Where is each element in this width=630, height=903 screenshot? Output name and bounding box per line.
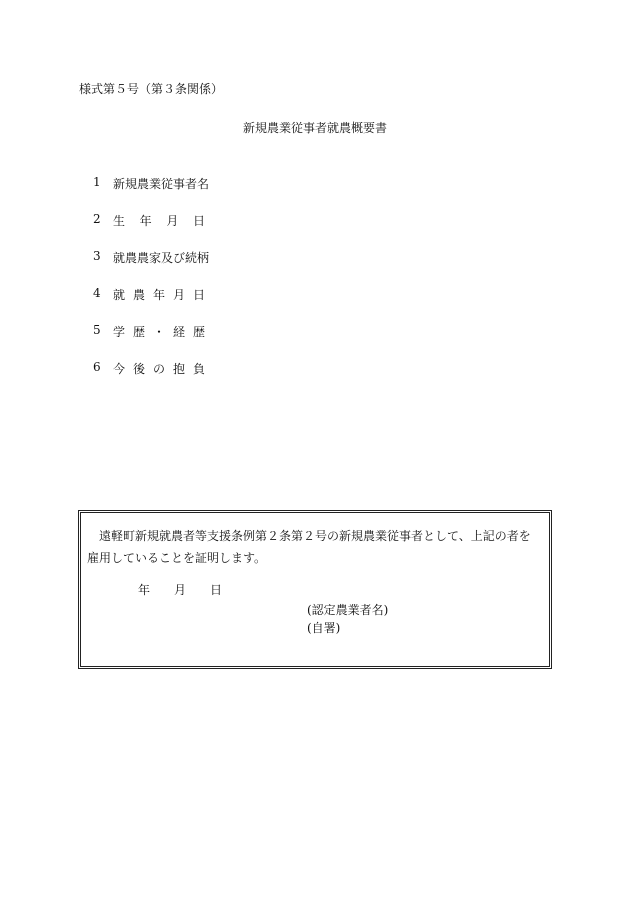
item-label: 新規農業従事者名 <box>113 177 210 191</box>
label-char: 就 <box>113 288 126 302</box>
label-char: 経 <box>172 325 185 339</box>
label-char: の <box>152 362 165 376</box>
item-number: 3 <box>93 249 101 263</box>
label-char: 負 <box>192 362 205 376</box>
label-char: 歴 <box>192 325 205 339</box>
form-number: 様式第５号（第３条関係） <box>79 82 224 96</box>
item-label <box>113 360 205 377</box>
label-char: 今 <box>113 362 126 376</box>
certification-date <box>138 581 222 598</box>
item-number: 6 <box>93 360 101 374</box>
label-char: 抱 <box>172 362 185 376</box>
label-char: 日 <box>192 288 205 302</box>
item-number: 1 <box>93 175 101 189</box>
label-char: 年 <box>139 214 152 228</box>
date-char: 日 <box>209 583 222 597</box>
item-number: 5 <box>93 323 101 337</box>
label-char: 生 <box>113 214 126 228</box>
item-label: 就農農家及び続柄 <box>113 251 210 265</box>
date-char: 年 <box>138 583 151 597</box>
signature-label: (自署) <box>307 621 341 635</box>
label-char: 年 <box>152 288 165 302</box>
label-char: 後 <box>132 362 145 376</box>
label-char: 日 <box>192 214 205 228</box>
item-label <box>113 212 205 229</box>
date-char: 月 <box>173 583 186 597</box>
item-label <box>113 323 205 340</box>
document-title: 新規農業従事者就農概要書 <box>242 121 387 135</box>
label-char: 学 <box>113 325 126 339</box>
certification-text: 遠軽町新規就農者等支援条例第２条第２号の新規農業従事者として、上記の者を雇用していることを証明します。 <box>87 529 531 565</box>
label-char: 月 <box>166 214 179 228</box>
label-char: 月 <box>172 288 185 302</box>
label-char: 農 <box>132 288 145 302</box>
item-label <box>113 286 205 303</box>
label-char: 歴 <box>132 325 145 339</box>
item-number: 4 <box>93 286 101 300</box>
certified-farmer-label: (認定農業者名) <box>307 603 389 617</box>
certification-box <box>78 510 552 669</box>
label-char: ・ <box>152 325 165 339</box>
item-number: 2 <box>93 212 101 226</box>
